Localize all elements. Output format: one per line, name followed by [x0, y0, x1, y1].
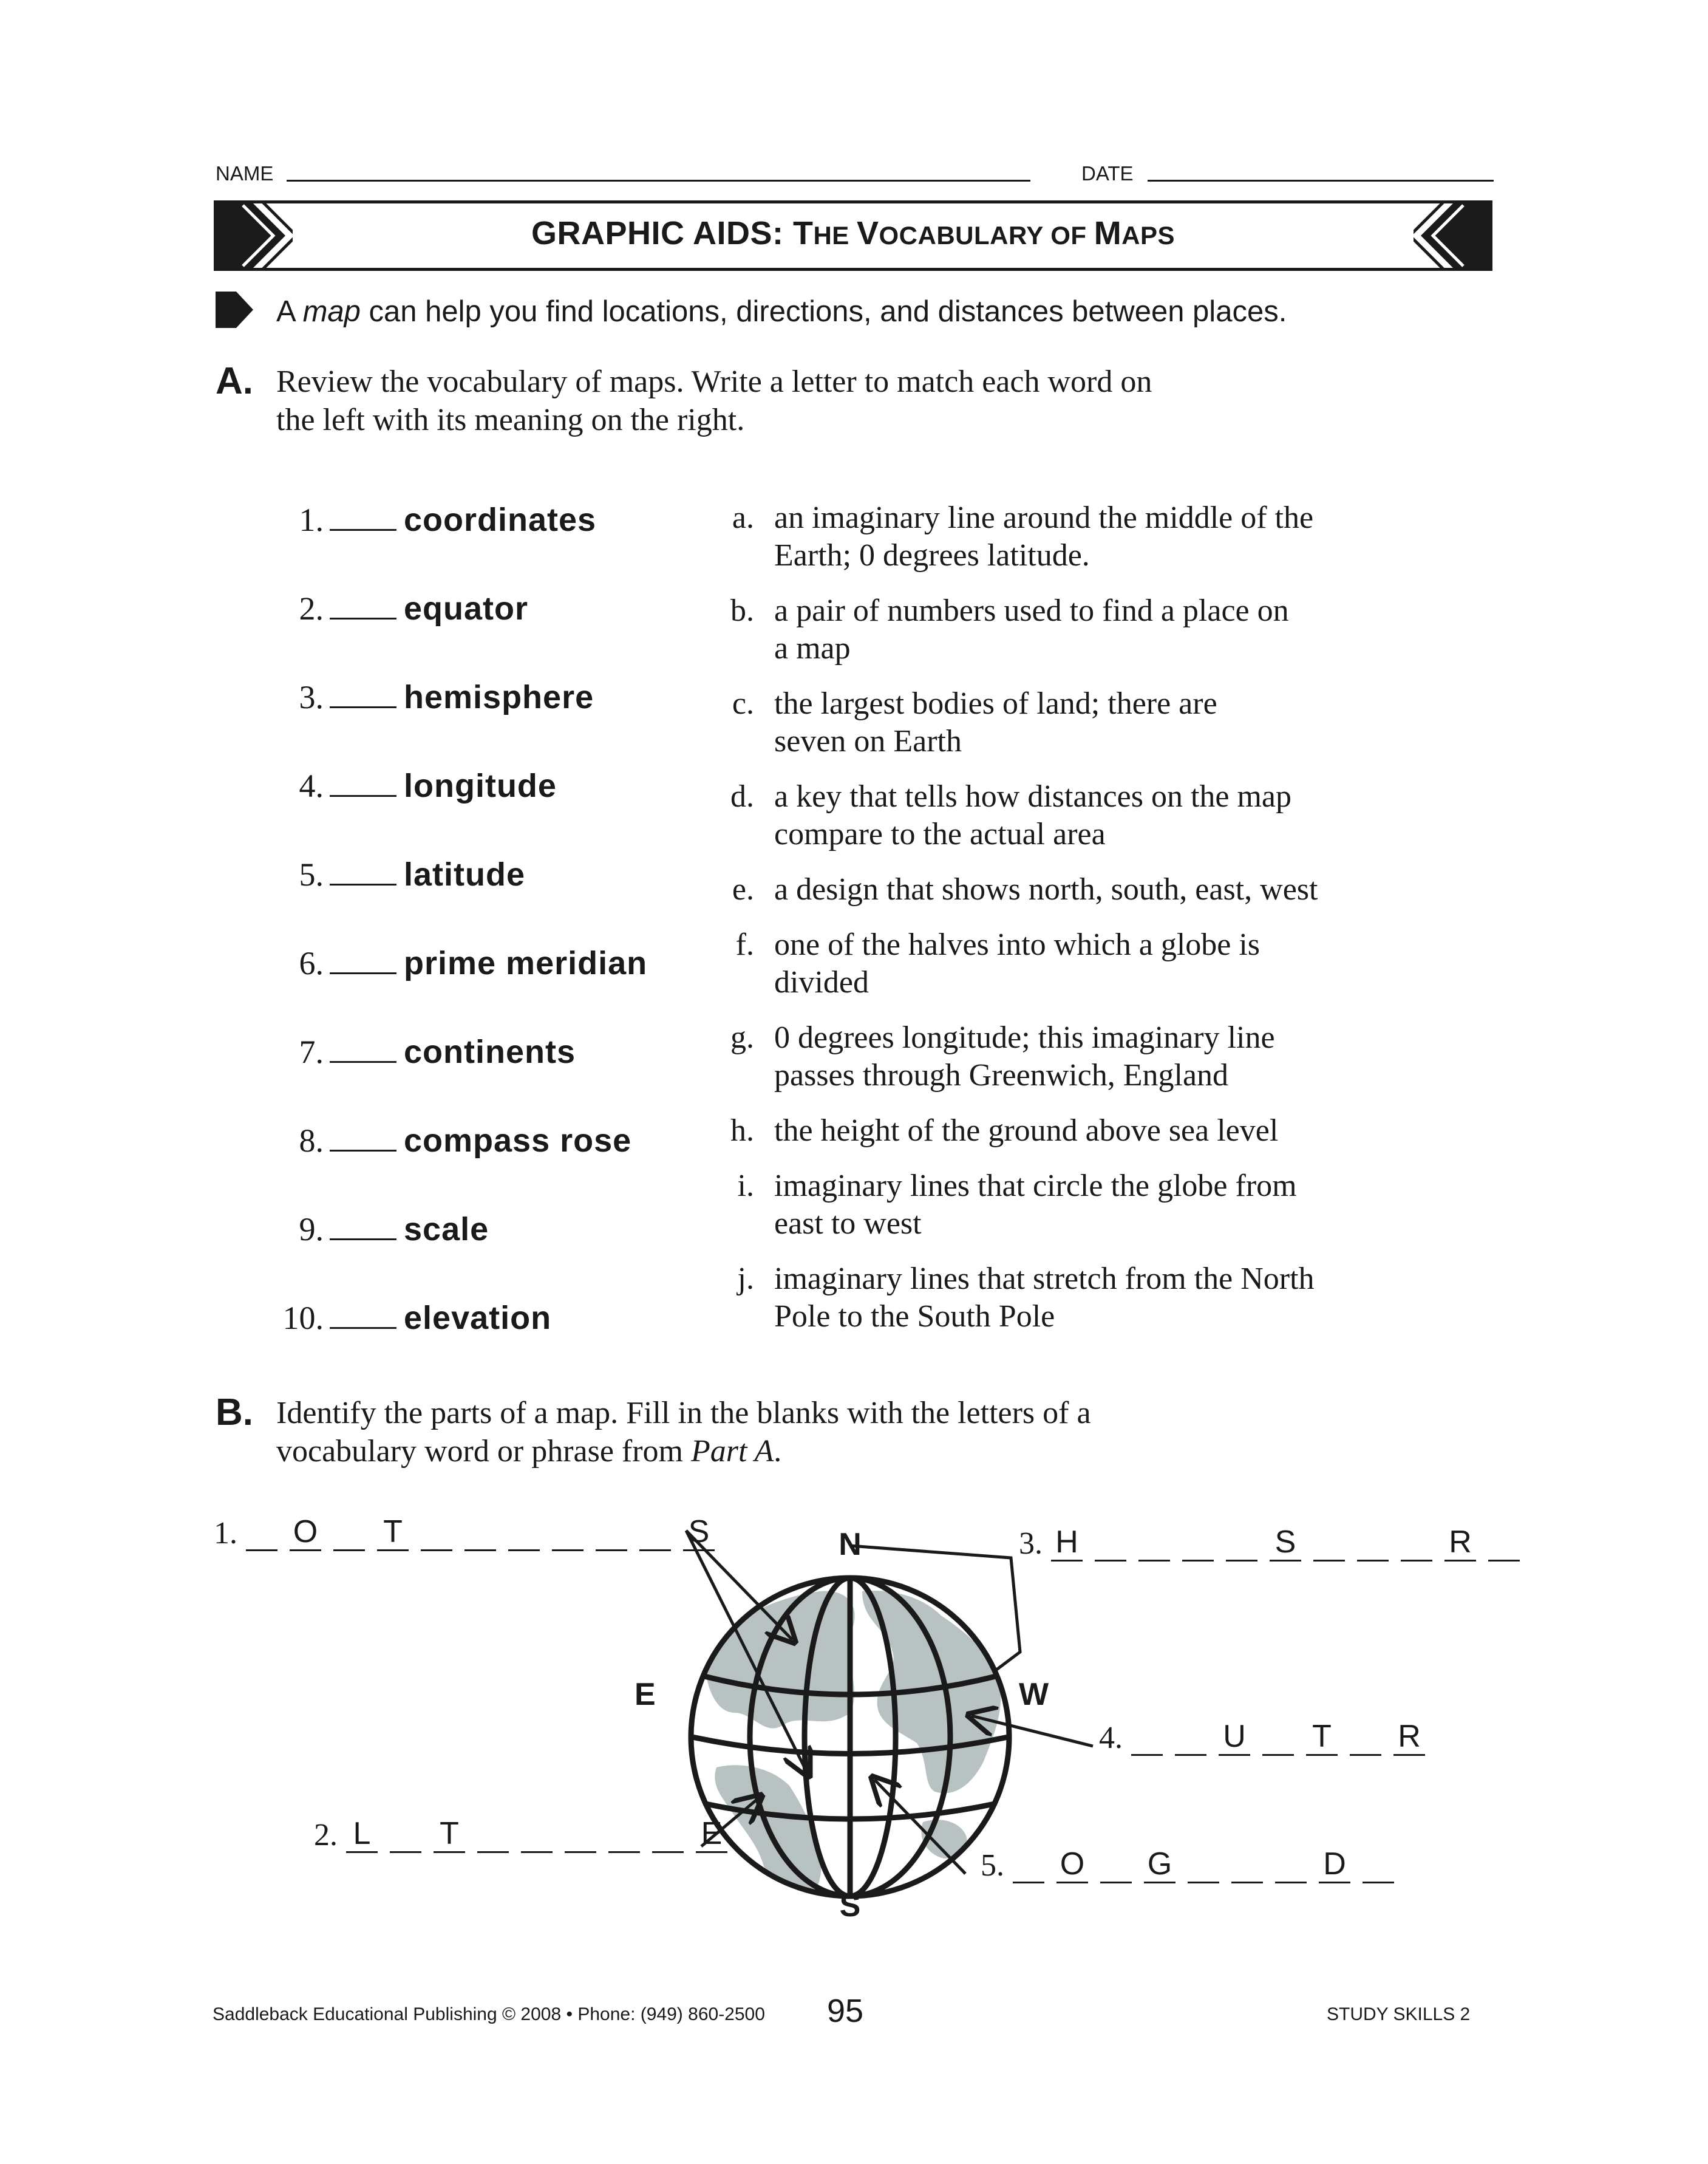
definition-letter: a. [732, 500, 754, 535]
term-word: compass rose [404, 1122, 632, 1159]
term-number: 1. [299, 502, 324, 538]
term-number: 4. [299, 768, 324, 804]
answer-3 [1019, 1524, 1532, 1562]
term-word: hemisphere [404, 679, 594, 715]
definition-line: a key that tells how distances on the map [774, 779, 1292, 814]
footer-series: STUDY SKILLS 2 [1327, 2004, 1471, 2024]
letter-blank[interactable] [608, 1816, 640, 1853]
term-number: 10. [282, 1300, 324, 1336]
answer-4 [1099, 1719, 1437, 1756]
definition-line: the height of the ground above sea level [774, 1113, 1279, 1148]
term-word: scale [404, 1211, 489, 1248]
letter-blank[interactable] [390, 1816, 421, 1853]
definition-line: imaginary lines that circle the globe from [774, 1169, 1297, 1203]
letter-blank[interactable]: R [1393, 1719, 1425, 1756]
definition-letter: i. [737, 1169, 754, 1203]
answer-number: 5. [981, 1848, 1004, 1883]
letter-blank[interactable]: O [1056, 1846, 1088, 1883]
term-number: 7. [299, 1034, 324, 1070]
letter-blank[interactable] [477, 1816, 509, 1853]
letter-blank[interactable] [246, 1514, 277, 1551]
letter-blank[interactable] [1182, 1524, 1214, 1562]
letter-blank[interactable] [1138, 1524, 1170, 1562]
letter-blank[interactable] [521, 1816, 553, 1853]
letter-blank[interactable]: S [1270, 1524, 1301, 1562]
term-word: equator [404, 590, 529, 627]
answer-number: 1. [214, 1516, 237, 1551]
answer-1 [214, 1514, 727, 1551]
part-a-instructions: Review the vocabulary of maps. Write a letter to match each word on the left with its meaning on the right. [276, 364, 1152, 437]
letter-blank[interactable]: E [696, 1816, 727, 1853]
term-number: 6. [299, 945, 324, 981]
definition-line: a map [774, 631, 851, 666]
answer-number: 3. [1019, 1526, 1043, 1561]
part-a-label: A. [216, 360, 253, 402]
definition-letter: f. [735, 927, 754, 962]
letter-blank[interactable] [1488, 1524, 1520, 1562]
term-word: latitude [404, 856, 526, 893]
term-word: elevation [404, 1300, 552, 1336]
answer-number: 2. [314, 1818, 338, 1852]
east-label: E [635, 1677, 656, 1712]
letter-blank[interactable] [1357, 1524, 1389, 1562]
definition-letter: j. [737, 1261, 754, 1296]
letter-blank[interactable] [1095, 1524, 1126, 1562]
letter-blank[interactable] [1401, 1524, 1432, 1562]
letter-blank[interactable]: O [290, 1514, 321, 1551]
letter-blank[interactable] [464, 1514, 496, 1551]
term-number: 2. [299, 590, 324, 627]
letter-blank[interactable] [565, 1816, 596, 1853]
letter-blank[interactable]: S [683, 1514, 715, 1551]
term-word: prime meridian [404, 945, 648, 981]
definition-line: a pair of numbers used to find a place on [774, 593, 1289, 628]
definition-line: the largest bodies of land; there are [774, 686, 1217, 721]
letter-blank[interactable] [421, 1514, 452, 1551]
definition-line: passes through Greenwich, England [774, 1058, 1229, 1093]
term-word: continents [404, 1034, 576, 1070]
letter-blank[interactable]: D [1319, 1846, 1350, 1883]
term-word: coordinates [404, 502, 597, 538]
answer-number: 4. [1099, 1721, 1123, 1755]
letter-blank[interactable] [1313, 1524, 1345, 1562]
letter-blank[interactable] [652, 1816, 684, 1853]
definition-line: imaginary lines that stretch from the North [774, 1261, 1315, 1296]
letter-blank[interactable]: L [346, 1816, 378, 1853]
letter-blank[interactable] [508, 1514, 540, 1551]
date-label: DATE [1081, 162, 1134, 185]
name-label: NAME [216, 162, 274, 185]
definition-line: one of the halves into which a globe is [774, 927, 1261, 962]
term-number: 3. [299, 679, 324, 715]
term-number: 5. [299, 856, 324, 893]
definition-letter: b. [730, 593, 754, 628]
letter-blank[interactable] [552, 1514, 584, 1551]
letter-blank[interactable] [1175, 1719, 1206, 1756]
answer-2 [314, 1816, 740, 1853]
definition-line: 0 degrees longitude; this imaginary line [774, 1020, 1275, 1055]
letter-blank[interactable] [1226, 1524, 1257, 1562]
page-number: 95 [827, 1993, 864, 2029]
letter-blank[interactable] [1188, 1846, 1219, 1883]
answer-5 [981, 1846, 1406, 1883]
letter-blank[interactable]: T [1306, 1719, 1338, 1756]
north-label: N [839, 1531, 862, 1562]
letter-blank[interactable] [1262, 1719, 1294, 1756]
term-number: 9. [299, 1211, 324, 1248]
definition-line: seven on Earth [774, 724, 962, 759]
west-label: W [1019, 1677, 1049, 1712]
letter-blank[interactable]: H [1051, 1524, 1083, 1562]
definition-line: a design that shows north, south, east, west [774, 872, 1318, 907]
letter-blank[interactable] [1100, 1846, 1132, 1883]
letter-blank[interactable] [596, 1514, 627, 1551]
letter-blank[interactable] [1231, 1846, 1263, 1883]
south-label: S [839, 1888, 861, 1919]
definition-line: an imaginary line around the middle of the [774, 500, 1314, 535]
footer-publisher: Saddleback Educational Publishing © 2008 • Phone: (949) 860-2500 [213, 2004, 765, 2024]
letter-blank[interactable] [1350, 1719, 1381, 1756]
letter-blank[interactable] [1275, 1846, 1307, 1883]
definition-letter: g. [730, 1020, 754, 1055]
page-title: GRAPHIC AIDS: THE VOCABULARY OF MAPS [531, 215, 1176, 251]
definition-letter: c. [732, 686, 754, 721]
definition-line: compare to the actual area [774, 817, 1106, 852]
definition-letter: h. [730, 1113, 754, 1148]
letter-blank[interactable] [1363, 1846, 1394, 1883]
definition-line: east to west [774, 1206, 922, 1241]
definition-letter: e. [732, 872, 754, 907]
letter-blank[interactable]: T [377, 1514, 409, 1551]
letter-blank[interactable]: U [1219, 1719, 1250, 1756]
letter-blank[interactable] [1013, 1846, 1044, 1883]
letter-blank[interactable] [333, 1514, 365, 1551]
intro-text: A map can help you find locations, directions, and distances between places. [276, 295, 1287, 328]
term-word: longitude [404, 768, 557, 804]
definition-letter: d. [730, 779, 754, 814]
letter-blank[interactable]: R [1444, 1524, 1476, 1562]
definition-line: Earth; 0 degrees latitude. [774, 538, 1090, 573]
definition-line: Pole to the South Pole [774, 1299, 1055, 1334]
definition-line: divided [774, 965, 869, 1000]
term-number: 8. [299, 1122, 324, 1159]
letter-blank[interactable] [1131, 1719, 1163, 1756]
part-b-label: B. [216, 1391, 253, 1433]
letter-blank[interactable]: G [1144, 1846, 1176, 1883]
letter-blank[interactable] [639, 1514, 671, 1551]
letter-blank[interactable]: T [434, 1816, 465, 1853]
part-b-instructions: Identify the parts of a map. Fill in the blanks with the letters of a vocabulary word or phrase from Part A. [276, 1396, 1091, 1469]
